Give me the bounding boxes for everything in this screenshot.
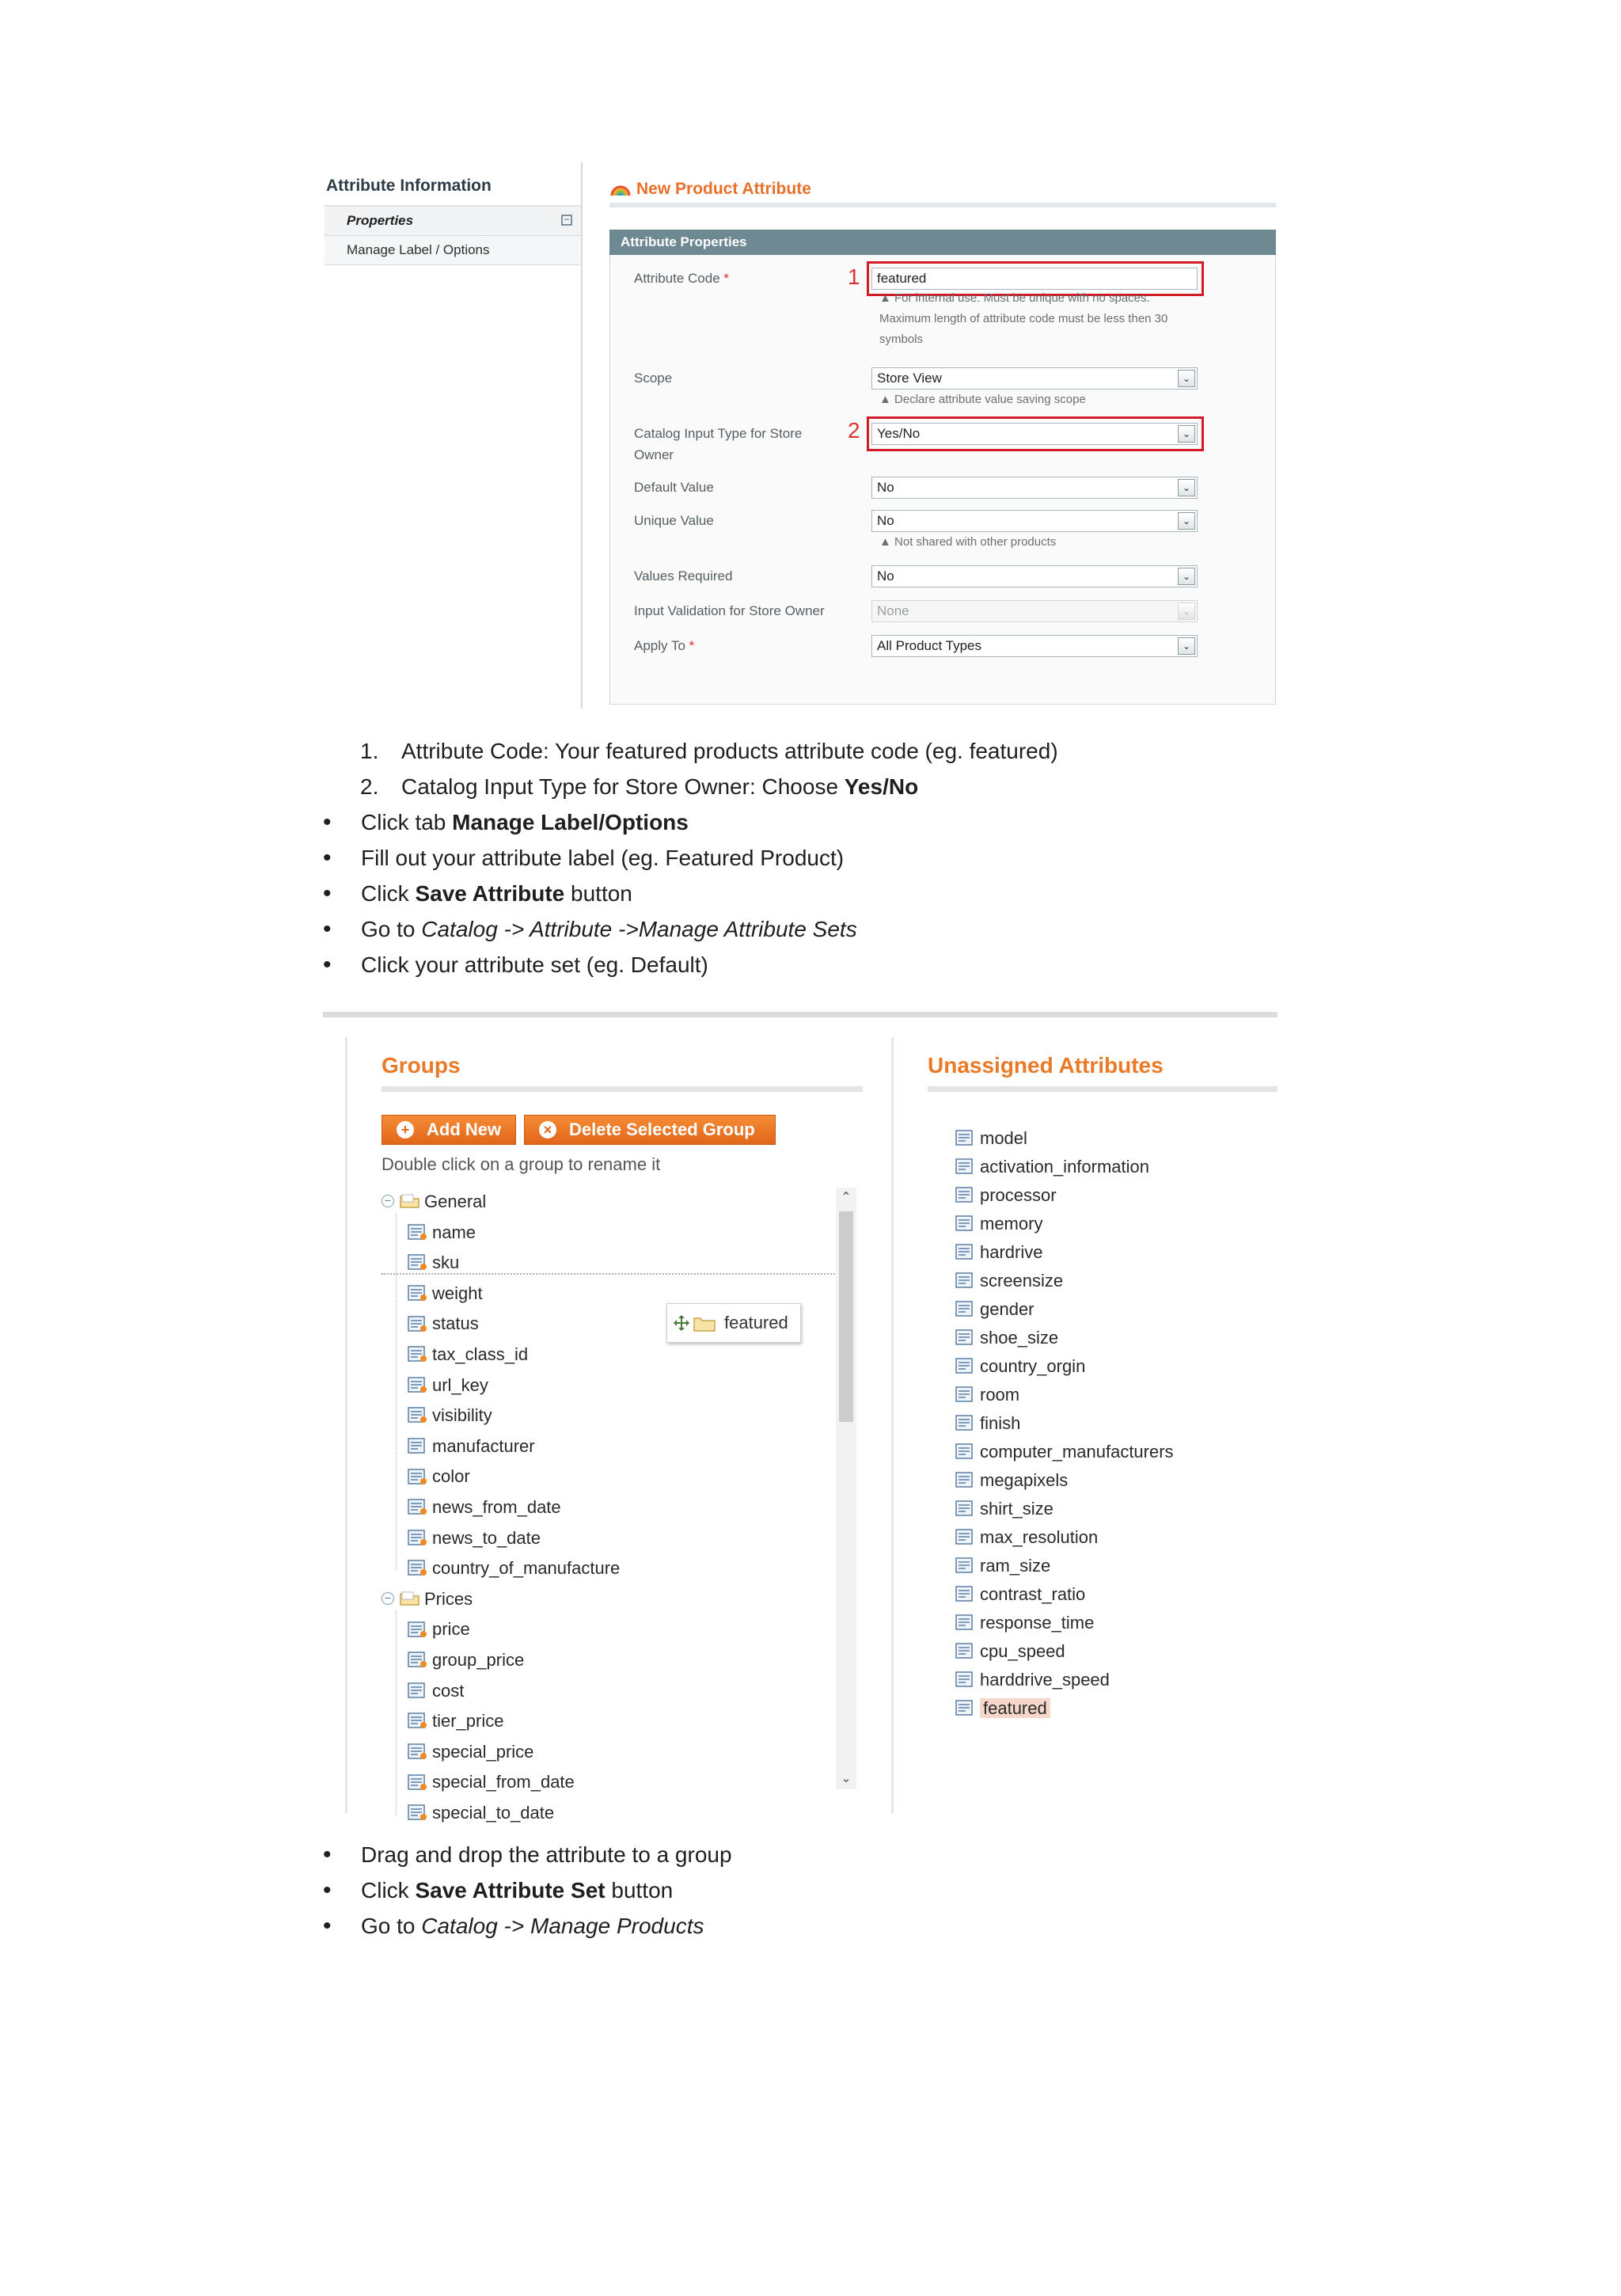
sidebar-title: Attribute Information (325, 162, 582, 207)
unassigned-item-label: response_time (980, 1613, 1095, 1633)
unassigned-item-label: activation_information (980, 1157, 1150, 1177)
attribute-icon (407, 1345, 429, 1363)
scrollbar-thumb[interactable] (839, 1211, 853, 1422)
required-star: * (723, 271, 730, 286)
panel-border-left (345, 1037, 347, 1813)
scope-select[interactable] (871, 367, 1198, 390)
input-validation-select (871, 600, 1198, 622)
bullet-text: Click (361, 1878, 416, 1903)
tree-item[interactable] (407, 1768, 575, 1796)
tree-item-label: status (432, 1313, 479, 1334)
unassigned-item[interactable] (955, 1210, 1271, 1238)
unassigned-item[interactable] (955, 1238, 1271, 1267)
bullet-item (323, 911, 857, 947)
attribute-icon (407, 1284, 429, 1302)
bullet-emphasis: Manage Label/Options (452, 810, 689, 834)
attribute-icon (407, 1529, 429, 1546)
add-new-button[interactable] (382, 1115, 516, 1145)
tree-item[interactable] (407, 1524, 541, 1553)
unassigned-item[interactable] (955, 1409, 1271, 1438)
attribute-icon (407, 1223, 429, 1241)
unassigned-item-label: screensize (980, 1271, 1064, 1291)
collapse-toggle-icon[interactable]: − (382, 1592, 394, 1605)
bullet-text: Fill out your attribute label (eg. Featured Product) (361, 846, 845, 870)
apply-to-value: All Product Types (877, 638, 981, 653)
chevron-down-icon: ⌄ (1178, 425, 1195, 443)
attribute-icon (407, 1682, 429, 1699)
tree-item-label: visibility (432, 1405, 492, 1426)
tree-item-label: special_from_date (432, 1772, 575, 1792)
tree-item[interactable] (407, 1218, 476, 1247)
bullet-text: Drag and drop the attribute to a group (361, 1842, 732, 1867)
tree-item[interactable] (407, 1554, 620, 1583)
attribute-icon (955, 1215, 977, 1232)
tree-item-label: weight (432, 1283, 483, 1303)
tree-item-label: sku (432, 1253, 460, 1273)
tree-item[interactable] (407, 1432, 535, 1461)
attribute-icon (955, 1585, 977, 1602)
step-item (360, 733, 1058, 769)
folder-icon (399, 1590, 421, 1607)
groups-title: Groups (382, 1053, 863, 1092)
input-type-select[interactable] (871, 423, 1198, 445)
unassigned-item-label: computer_manufacturers (980, 1442, 1174, 1462)
bullet-emphasis: Save Attribute Set (415, 1878, 606, 1903)
delete-group-label: Delete Selected Group (569, 1119, 755, 1139)
attribute-icon (407, 1376, 429, 1393)
unassigned-item-label: gender (980, 1299, 1034, 1319)
page-title: New Product Attribute (636, 180, 811, 198)
chevron-down-icon: ⌄ (1178, 603, 1195, 620)
attribute-icon (407, 1498, 429, 1515)
unassigned-item[interactable] (955, 1295, 1271, 1324)
attribute-icon (407, 1621, 429, 1638)
collapse-icon[interactable]: − (561, 215, 572, 226)
add-new-label: Add New (427, 1119, 502, 1139)
chevron-down-icon: ⌄ (1178, 637, 1195, 655)
attribute-icon (407, 1773, 429, 1791)
attribute-info-sidebar (325, 162, 582, 265)
tree-item[interactable] (407, 1677, 464, 1705)
attribute-icon (955, 1186, 977, 1203)
tree-group-label: Prices (424, 1588, 473, 1609)
attribute-icon (955, 1414, 977, 1431)
section-separator (323, 1012, 1277, 1017)
bullet-text: Go to (361, 1914, 422, 1938)
tree-item[interactable] (407, 1310, 479, 1338)
unassigned-item-label: cpu_speed (980, 1641, 1065, 1661)
unassigned-item-label: shoe_size (980, 1328, 1059, 1348)
bullet-path: Catalog -> Attribute ->Manage Attribute Sets (421, 917, 857, 941)
unassigned-item-label: finish (980, 1413, 1021, 1433)
unassigned-item[interactable] (955, 1637, 1271, 1666)
attribute-icon (407, 1743, 429, 1760)
attribute-code-label-text: Attribute Code (634, 271, 720, 286)
attribute-set-screenshot (345, 1037, 1277, 1821)
chevron-down-icon: ⌄ (1178, 370, 1195, 387)
attribute-icon (407, 1406, 429, 1424)
tree-item[interactable] (407, 1279, 483, 1308)
tree-item-label: price (432, 1619, 470, 1640)
attribute-icon (955, 1443, 977, 1460)
scope-value: Store View (877, 371, 942, 386)
values-required-select[interactable] (871, 565, 1198, 587)
tree-item-label: cost (432, 1680, 465, 1701)
tree-item[interactable] (407, 1799, 554, 1827)
bullet-text: Go to (361, 917, 422, 941)
tree-group[interactable] (382, 1585, 473, 1614)
note-line: Maximum length of attribute code must be less then 30 (879, 312, 1168, 325)
bullet-emphasis: Save Attribute (415, 881, 565, 906)
unassigned-item-label: memory (980, 1214, 1043, 1234)
chevron-down-icon: ⌄ (1178, 512, 1195, 530)
tree-group-label: General (424, 1192, 487, 1211)
step-text: Attribute Code: Your featured products attribute code (eg. featured) (401, 739, 1058, 763)
attribute-icon (955, 1614, 977, 1631)
attribute-code-note (879, 288, 1220, 350)
folder-icon (399, 1192, 421, 1210)
callout-1: 1 (848, 264, 860, 289)
attribute-icon (407, 1559, 429, 1576)
tree-guide-line (396, 1214, 397, 1571)
new-attribute-screenshot (317, 162, 1276, 709)
tree-item-label: tier_price (432, 1711, 504, 1732)
unassigned-item[interactable] (955, 1153, 1271, 1181)
tree-item-label: country_of_manufacture (432, 1558, 621, 1579)
input-type-label: Catalog Input Type for Store Owner (634, 426, 803, 462)
unassigned-item[interactable] (955, 1381, 1271, 1409)
bullet-text: button (564, 881, 632, 906)
attribute-icon (407, 1437, 429, 1454)
delete-icon: × (539, 1121, 556, 1138)
tree-item[interactable] (407, 1615, 470, 1644)
rainbow-icon (609, 180, 632, 196)
unassigned-item[interactable] (955, 1495, 1271, 1523)
scroll-up-icon[interactable]: ⌃ (841, 1191, 852, 1204)
collapse-toggle-icon[interactable]: − (382, 1195, 394, 1207)
chevron-down-icon: ⌄ (1178, 568, 1195, 585)
attribute-icon (407, 1468, 429, 1485)
unassigned-item[interactable] (955, 1552, 1271, 1580)
attribute-icon (407, 1253, 429, 1271)
unassigned-item[interactable] (955, 1666, 1271, 1694)
unassigned-item-label: country_orgin (980, 1356, 1086, 1376)
attribute-icon (955, 1329, 977, 1346)
tree-item-label: tax_class_id (432, 1344, 529, 1364)
attribute-icon (955, 1699, 977, 1716)
unassigned-item-label: featured (980, 1698, 1050, 1718)
note-line: ▲ For internal use. Must be unique with no spaces. (879, 291, 1150, 305)
apply-to-label (634, 635, 848, 656)
attribute-icon (955, 1500, 977, 1517)
unassigned-item[interactable] (955, 1523, 1271, 1552)
step-text: Catalog Input Type for Store Owner: Choose (401, 774, 845, 799)
rename-hint: Double click on a group to rename it (382, 1154, 661, 1174)
instruction-bullets-1 (323, 804, 857, 983)
tab-manage-label-options[interactable] (325, 236, 582, 265)
unassigned-title: Unassigned Attributes (928, 1053, 1277, 1092)
bullet-item (323, 1872, 732, 1908)
attribute-icon (955, 1300, 977, 1317)
apply-to-label-text: Apply To (634, 638, 685, 653)
bullet-path: Catalog -> Manage Products (421, 1914, 704, 1938)
unassigned-item-label: processor (980, 1185, 1057, 1205)
bullet-text: Click (361, 881, 416, 906)
unassigned-item-label: shirt_size (980, 1499, 1053, 1519)
instruction-bullets-2 (323, 1837, 732, 1944)
bullet-text: Click your attribute set (eg. Default) (361, 952, 708, 977)
unassigned-item[interactable] (955, 1324, 1271, 1352)
tree-item-label: news_from_date (432, 1497, 561, 1517)
default-value-select[interactable] (871, 477, 1198, 499)
values-required-value: No (877, 568, 894, 584)
bullet-item (323, 1908, 732, 1944)
numbered-steps (360, 733, 1058, 804)
tree-item[interactable] (407, 1738, 533, 1766)
tree-item-label: name (432, 1222, 476, 1242)
scope-label: Scope (634, 371, 673, 386)
tree-guide-line (396, 1610, 397, 1815)
bullet-text: button (605, 1878, 674, 1903)
tree-item-label: news_to_date (432, 1527, 541, 1548)
drag-move-icon (674, 1313, 719, 1334)
tree-item-label: url_key (432, 1374, 488, 1395)
groups-tree (382, 1188, 863, 1823)
unique-value-value: No (877, 513, 894, 528)
tree-item-label: group_price (432, 1650, 525, 1670)
tab-properties-label: Properties (347, 213, 414, 228)
bullet-item (323, 804, 857, 840)
tree-item[interactable] (407, 1646, 524, 1674)
unassigned-item[interactable] (955, 1352, 1271, 1381)
drag-proxy-label: featured (724, 1313, 788, 1332)
unassigned-item[interactable] (955, 1466, 1271, 1495)
default-value-value: No (877, 480, 894, 495)
step-emphasis: Yes/No (844, 774, 919, 799)
unassigned-item-label: harddrive_speed (980, 1670, 1110, 1690)
unassigned-item[interactable] (955, 1124, 1271, 1153)
tree-item[interactable] (407, 1493, 561, 1522)
attribute-icon (407, 1712, 429, 1729)
bullet-item (323, 1837, 732, 1872)
tree-item[interactable] (407, 1462, 470, 1491)
step-number: 1. (360, 739, 379, 763)
scroll-down-icon[interactable]: ⌄ (841, 1772, 852, 1785)
bullet-item (323, 840, 857, 876)
input-validation-value: None (877, 603, 909, 618)
step-number: 2. (360, 774, 379, 799)
panel-border-middle (891, 1037, 894, 1813)
unassigned-item-label: max_resolution (980, 1527, 1099, 1547)
drop-indicator-line (382, 1273, 845, 1275)
attribute-icon (955, 1272, 977, 1289)
bullet-item (323, 876, 857, 911)
unassigned-item-label: model (980, 1128, 1027, 1148)
tree-item-label: manufacturer (432, 1435, 535, 1456)
unique-value-note: ▲ Not shared with other products (879, 535, 1057, 549)
tree-item[interactable] (407, 1707, 503, 1735)
step-item (360, 769, 1058, 804)
unassigned-item[interactable] (955, 1580, 1271, 1609)
input-validation-label: Input Validation for Store Owner (634, 603, 825, 618)
attribute-icon (955, 1528, 977, 1545)
chevron-down-icon: ⌄ (1178, 479, 1195, 496)
attribute-icon (955, 1557, 977, 1574)
tree-item-label: color (432, 1466, 470, 1487)
attribute-icon (955, 1386, 977, 1403)
values-required-label: Values Required (634, 568, 733, 584)
unassigned-item-label: ram_size (980, 1556, 1051, 1576)
unassigned-item[interactable] (955, 1609, 1271, 1637)
unassigned-item-label: contrast_ratio (980, 1584, 1086, 1604)
attribute-code-label (634, 268, 848, 289)
attribute-icon (955, 1357, 977, 1374)
unique-value-label: Unique Value (634, 513, 714, 528)
unassigned-item-label: room (980, 1385, 1020, 1405)
delete-group-button[interactable] (524, 1115, 776, 1145)
bullet-item (323, 947, 857, 983)
attribute-code-input[interactable]: featured (871, 268, 1198, 290)
tree-item-label: special_price (432, 1741, 534, 1762)
tab-properties[interactable] (325, 207, 582, 236)
attribute-icon (407, 1804, 429, 1821)
tree-scrollbar[interactable] (836, 1188, 856, 1789)
tree-group[interactable] (382, 1188, 486, 1216)
attribute-icon (955, 1158, 977, 1175)
attribute-properties-fieldset (609, 255, 1276, 705)
unassigned-item-label: megapixels (980, 1470, 1069, 1490)
input-type-value: Yes/No (877, 426, 921, 441)
callout-2: 2 (848, 418, 860, 443)
attribute-icon (955, 1671, 977, 1688)
attribute-icon (407, 1315, 429, 1332)
fieldset-title: Attribute Properties (609, 230, 1276, 255)
sidebar-divider (581, 162, 583, 709)
attribute-icon (955, 1471, 977, 1488)
unassigned-item[interactable] (955, 1438, 1271, 1466)
tree-item[interactable] (407, 1371, 488, 1400)
attribute-icon (407, 1651, 429, 1668)
note-line: symbols (879, 333, 924, 346)
unassigned-item[interactable] (955, 1694, 1271, 1723)
tree-item-label: special_to_date (432, 1803, 555, 1823)
required-star: * (689, 638, 695, 653)
attribute-icon (955, 1243, 977, 1260)
unassigned-item-label: hardrive (980, 1242, 1043, 1262)
drag-proxy[interactable] (666, 1303, 801, 1343)
add-icon: + (397, 1121, 414, 1138)
page-header (609, 162, 1276, 207)
apply-to-select[interactable] (871, 635, 1198, 657)
attribute-icon (955, 1129, 977, 1146)
unassigned-item[interactable] (955, 1267, 1271, 1295)
attribute-main (609, 162, 1276, 705)
bullet-text: Click tab (361, 810, 453, 834)
unassigned-list (955, 1124, 1271, 1723)
scope-note: ▲ Declare attribute value saving scope (879, 393, 1086, 406)
tab-manage-label-label: Manage Label / Options (347, 242, 490, 257)
tree-item[interactable] (407, 1340, 528, 1369)
tree-item[interactable] (407, 1401, 492, 1430)
unique-value-select[interactable] (871, 510, 1198, 532)
unassigned-item[interactable] (955, 1181, 1271, 1210)
attribute-icon (955, 1642, 977, 1659)
default-value-label: Default Value (634, 480, 714, 495)
